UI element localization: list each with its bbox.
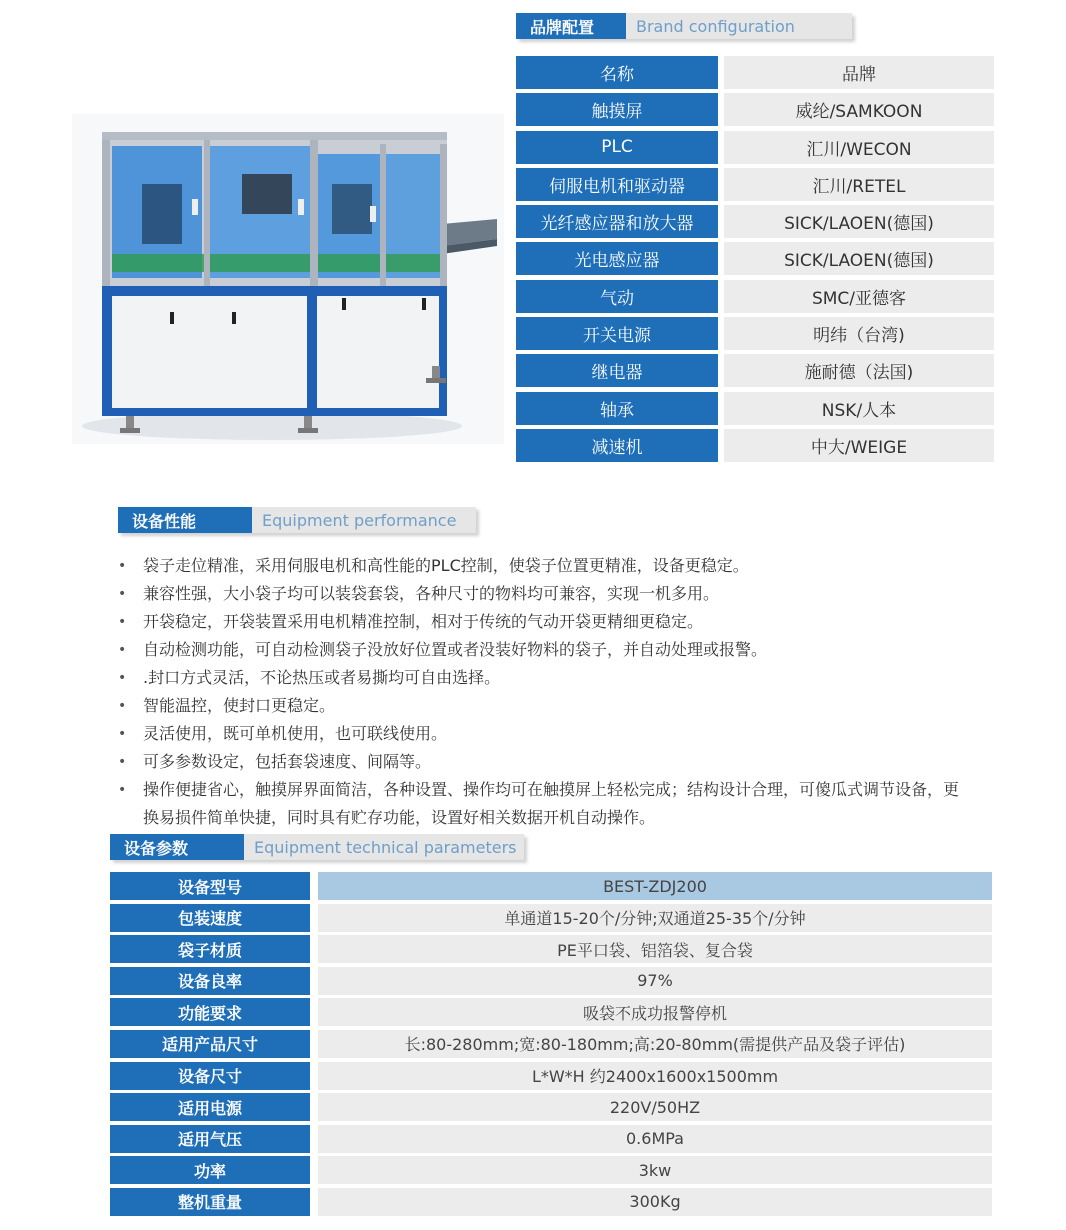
- bullet-icon: •: [118, 586, 127, 602]
- param-value: 单通道15-20个/分钟;双通道25-35个/分钟: [318, 904, 992, 932]
- brand-table: [516, 56, 994, 466]
- params-table: [110, 872, 992, 1220]
- brand-row-value: 施耐德（法国): [724, 354, 994, 387]
- bullet-icon: •: [118, 614, 127, 630]
- bullet-icon: •: [118, 782, 127, 798]
- brand-row-value: 品牌: [724, 56, 994, 89]
- brand-row: [516, 392, 994, 425]
- param-value: PE平口袋、铝箔袋、复合袋: [318, 935, 992, 963]
- param-value: 220V/50HZ: [318, 1093, 992, 1121]
- param-name: 功能要求: [110, 998, 310, 1026]
- param-name: 袋子材质: [110, 935, 310, 963]
- brand-row-name: 气动: [516, 280, 718, 313]
- brand-row-name: 继电器: [516, 354, 718, 387]
- performance-list: [112, 552, 962, 832]
- brand-row-name: 触摸屏: [516, 93, 718, 126]
- param-name: 功率: [110, 1156, 310, 1184]
- table-row: [110, 872, 992, 900]
- table-row: [110, 998, 992, 1026]
- machine-image: [72, 114, 504, 444]
- table-row: [110, 967, 992, 995]
- list-item: [112, 552, 962, 580]
- param-name: 整机重量: [110, 1188, 310, 1216]
- list-item: [112, 748, 962, 776]
- list-item-text: .封口方式灵活，不论热压或者易撕均可自由选择。: [143, 668, 501, 687]
- brand-row: [516, 317, 994, 350]
- list-item: [112, 664, 962, 692]
- param-value: 长:80-280mm;宽:80-180mm;高:20-80mm(需提供产品及袋子评估): [318, 1030, 992, 1058]
- list-item-text: 操作便捷省心，触摸屏界面简洁，各种设置、操作均可在触摸屏上轻松完成；结构设计合理，可傻瓜式调节设备，更换易损件简单快捷，同时具有贮存功能，设置好相关数据开机自动操作。: [143, 780, 960, 827]
- brand-row-value: SMC/亚德客: [724, 280, 994, 313]
- bullet-icon: •: [118, 558, 127, 574]
- list-item-text: 开袋稳定，开袋装置采用电机精准控制，相对于传统的气动开袋更精细更稳定。: [143, 612, 704, 631]
- brand-section-title-cn: 品牌配置: [516, 13, 626, 39]
- table-row: [110, 1156, 992, 1184]
- brand-row-name: 开关电源: [516, 317, 718, 350]
- bullet-icon: •: [118, 726, 127, 742]
- brand-row-name: 名称: [516, 56, 718, 89]
- param-value: 吸袋不成功报警停机: [318, 998, 992, 1026]
- brand-row: [516, 93, 994, 126]
- param-value: 97%: [318, 967, 992, 995]
- param-value: 3kw: [318, 1156, 992, 1184]
- list-item: [112, 608, 962, 636]
- brand-row: [516, 242, 994, 275]
- list-item-text: 灵活使用，既可单机使用，也可联线使用。: [143, 724, 448, 743]
- brand-row-value: NSK/人本: [724, 392, 994, 425]
- table-row: [110, 1093, 992, 1121]
- list-item: [112, 720, 962, 748]
- param-value: L*W*H 约2400x1600x1500mm: [318, 1062, 992, 1090]
- brand-row-name: 轴承: [516, 392, 718, 425]
- brand-row: [516, 354, 994, 387]
- table-row: [110, 904, 992, 932]
- brand-row: [516, 168, 994, 201]
- param-value: 0.6MPa: [318, 1125, 992, 1153]
- param-name: 适用气压: [110, 1125, 310, 1153]
- param-name: 设备尺寸: [110, 1062, 310, 1090]
- bullet-icon: •: [118, 642, 127, 658]
- list-item-text: 可多参数设定，包括套袋速度、间隔等。: [143, 752, 432, 771]
- brand-row: [516, 205, 994, 238]
- brand-section-header: [516, 13, 852, 39]
- params-section-header: [110, 834, 524, 860]
- param-name: 设备型号: [110, 872, 310, 900]
- table-row: [110, 1030, 992, 1058]
- brand-row-value: 汇川/WECON: [724, 131, 994, 164]
- param-value: BEST-ZDJ200: [318, 872, 992, 900]
- brand-row-value: 中大/WEIGE: [724, 429, 994, 462]
- params-section-title-cn: 设备参数: [110, 834, 244, 860]
- brand-row-value: 明纬（台湾): [724, 317, 994, 350]
- param-name: 适用电源: [110, 1093, 310, 1121]
- list-item-text: 兼容性强，大小袋子均可以装袋套袋，各种尺寸的物料均可兼容，实现一机多用。: [143, 584, 720, 603]
- brand-row-name: 减速机: [516, 429, 718, 462]
- performance-section-header: [118, 507, 476, 533]
- table-row: [110, 1062, 992, 1090]
- list-item: [112, 776, 962, 832]
- brand-section-title-en: Brand configuration: [626, 13, 852, 39]
- bullet-icon: •: [118, 754, 127, 770]
- param-name: 设备良率: [110, 967, 310, 995]
- bullet-icon: •: [118, 670, 127, 686]
- list-item: [112, 692, 962, 720]
- param-value: 300Kg: [318, 1188, 992, 1216]
- brand-row: [516, 280, 994, 313]
- table-row: [110, 1188, 992, 1216]
- brand-row-name: 光纤感应器和放大器: [516, 205, 718, 238]
- performance-section-title-cn: 设备性能: [118, 507, 252, 533]
- table-row: [110, 1125, 992, 1153]
- list-item: [112, 636, 962, 664]
- list-item-text: 自动检测功能，可自动检测袋子没放好位置或者没装好物料的袋子，并自动处理或报警。: [143, 640, 768, 659]
- params-section-title-en: Equipment technical parameters: [244, 834, 524, 860]
- brand-row-value: SICK/LAOEN(德国): [724, 205, 994, 238]
- brand-row: [516, 131, 994, 164]
- list-item: [112, 580, 962, 608]
- brand-row-value: SICK/LAOEN(德国): [724, 242, 994, 275]
- brand-row-value: 汇川/RETEL: [724, 168, 994, 201]
- brand-row-name: 伺服电机和驱动器: [516, 168, 718, 201]
- brand-row-name: 光电感应器: [516, 242, 718, 275]
- table-row: [110, 935, 992, 963]
- performance-section-title-en: Equipment performance: [252, 507, 476, 533]
- list-item-text: 袋子走位精准，采用伺服电机和高性能的PLC控制，使袋子位置更精准，设备更稳定。: [143, 556, 749, 575]
- brand-row: [516, 56, 994, 89]
- param-name: 适用产品尺寸: [110, 1030, 310, 1058]
- param-name: 包装速度: [110, 904, 310, 932]
- brand-row: [516, 429, 994, 462]
- brand-row-name: PLC: [516, 131, 718, 164]
- list-item-text: 智能温控，使封口更稳定。: [143, 696, 336, 715]
- brand-row-value: 威纶/SAMKOON: [724, 93, 994, 126]
- bullet-icon: •: [118, 698, 127, 714]
